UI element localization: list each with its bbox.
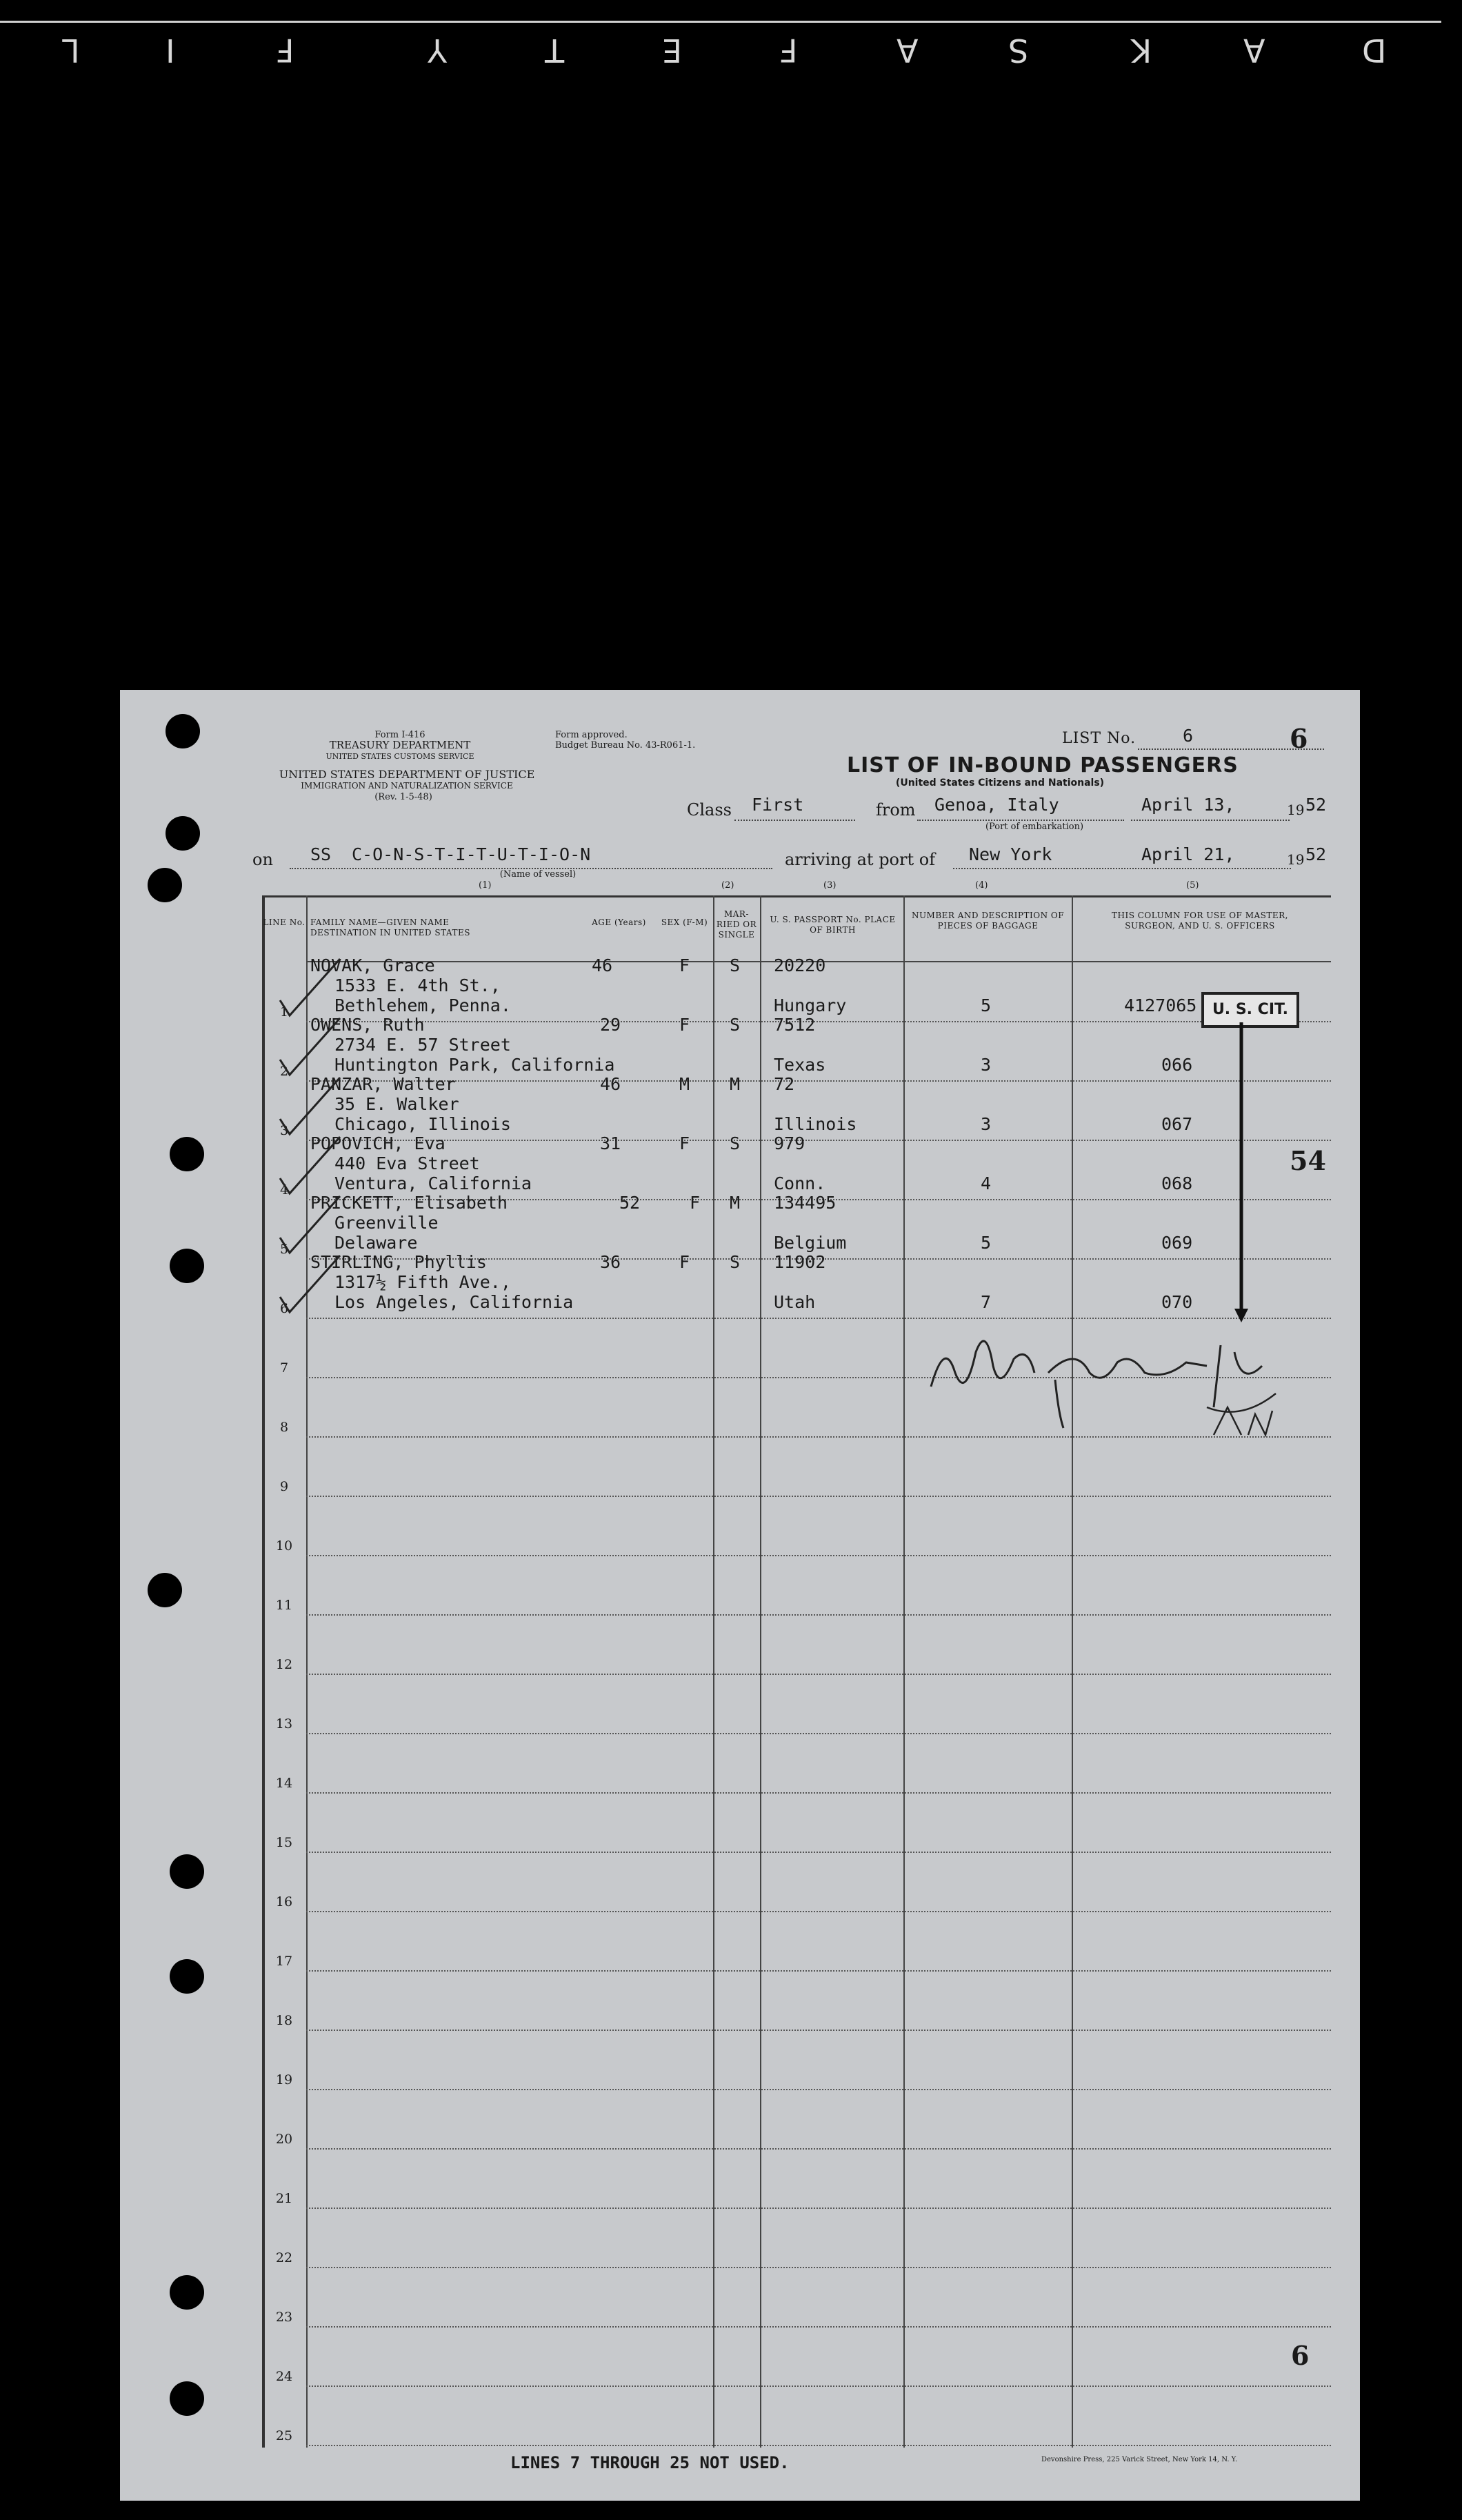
col-header-officers: THIS COLUMN FOR USE OF MASTER, SURGEON, AND U. S. OFFICERS	[1112, 911, 1288, 931]
punch-hole	[166, 816, 200, 851]
depart-date-line	[1131, 820, 1290, 821]
passport-number: 979	[774, 1133, 805, 1153]
arrival-line	[953, 868, 1291, 869]
arrival-port: New York	[969, 844, 1052, 864]
passenger-status: M	[730, 1074, 741, 1094]
officer-entry: 067	[1161, 1114, 1193, 1134]
line-number: 3	[279, 1123, 289, 1138]
film-header	[0, 8, 1462, 77]
punch-hole	[170, 1249, 204, 1283]
passenger-age: 46	[600, 1074, 621, 1094]
punch-hole	[148, 868, 182, 902]
col-number: (1)	[479, 880, 492, 891]
film-rule	[0, 21, 1441, 23]
check-mark-icon	[274, 1071, 343, 1140]
list-no-label: LIST No.	[1062, 730, 1136, 747]
class-value: First	[752, 795, 804, 815]
line-number: 24	[275, 2369, 293, 2384]
officer-entry: 066	[1161, 1055, 1193, 1075]
film-letter: T	[545, 32, 565, 69]
col-number: (2)	[721, 880, 734, 891]
passenger-address: Greenville	[334, 1213, 439, 1233]
punch-hole	[170, 1959, 204, 1994]
col-header-married: MAR-RIED OR SINGLE	[716, 909, 757, 940]
passenger-name: STIRLING, Phyllis	[310, 1252, 487, 1272]
passport-number: 134495	[774, 1193, 837, 1213]
from-label: from	[876, 800, 916, 820]
passenger-city: Los Angeles, California	[334, 1292, 574, 1312]
passenger-address: 35 E. Walker	[334, 1094, 459, 1114]
list-no-right: 6	[1290, 723, 1308, 754]
line-number: 12	[275, 1657, 293, 1672]
arriving-label: arriving at port of	[785, 850, 936, 869]
depart-year-prefix: 19	[1287, 802, 1305, 818]
passenger-age: 46	[592, 955, 613, 975]
from-line	[917, 820, 1124, 821]
line-number: 25	[275, 2428, 293, 2443]
passport-number: 7512	[774, 1015, 816, 1035]
line-number: 14	[275, 1776, 293, 1791]
line-number: 2	[279, 1064, 289, 1079]
passport-number: 11902	[774, 1252, 826, 1272]
bracket-arrow-icon	[1228, 1022, 1255, 1326]
punch-hole	[166, 714, 200, 748]
embark-caption: (Port of embarkation)	[985, 822, 1084, 832]
check-mark-icon	[274, 1249, 343, 1318]
passenger-status: S	[730, 1133, 741, 1153]
passenger-name: OWENS, Ruth	[310, 1015, 425, 1035]
passenger-age: 52	[619, 1193, 641, 1213]
citizen-stamp: U. S. CIT.	[1201, 992, 1299, 1028]
line-number: 23	[275, 2310, 293, 2325]
punch-hole	[148, 1573, 182, 1607]
dept-justice: UNITED STATES DEPARTMENT OF JUSTICE	[279, 768, 535, 781]
budget-bureau: Budget Bureau No. 43-R061-1.	[555, 740, 696, 751]
passenger-name: POPOVICH, Eva	[310, 1133, 445, 1153]
class-line	[734, 820, 855, 821]
dept-treasury: TREASURY DEPARTMENT	[329, 739, 471, 751]
footer-note: LINES 7 THROUGH 25 NOT USED.	[510, 2453, 790, 2472]
passenger-status: M	[730, 1193, 741, 1213]
passenger-address: 440 Eva Street	[334, 1153, 480, 1173]
line-number: 8	[279, 1420, 289, 1435]
line-number: 5	[279, 1242, 289, 1257]
passenger-sex: F	[679, 1133, 690, 1153]
class-label: Class	[687, 800, 732, 820]
list-no-value: 6	[1183, 726, 1194, 746]
check-mark-icon	[274, 952, 343, 1021]
baggage-count: 4	[981, 1173, 992, 1193]
form-subtitle: (United States Citizens and Nationals)	[895, 777, 1105, 788]
passenger-sex: F	[690, 1193, 701, 1213]
passenger-status: S	[730, 1015, 741, 1035]
dept-justice-sub: IMMIGRATION AND NATURALIZATION SERVICE	[301, 781, 513, 791]
film-letter: D	[1362, 32, 1387, 69]
birthplace: Conn.	[774, 1173, 826, 1193]
col-header-passport: U. S. PASSPORT No. PLACE OF BIRTH	[770, 915, 896, 935]
vessel-name: C-O-N-S-T-I-T-U-T-I-O-N	[352, 844, 591, 864]
check-mark-icon	[274, 1011, 343, 1080]
passport-number: 20220	[774, 955, 826, 975]
baggage-count: 3	[981, 1055, 992, 1075]
film-letter: K	[1131, 32, 1152, 69]
baggage-count: 3	[981, 1114, 992, 1134]
line-number: 21	[275, 2191, 293, 2206]
passenger-sex: F	[679, 955, 690, 975]
passenger-name: PRICKETT, Elisabeth	[310, 1193, 508, 1213]
birthplace: Texas	[774, 1055, 826, 1075]
line-number: 7	[279, 1360, 289, 1376]
line-number: 1	[279, 1004, 289, 1020]
dept-treasury-sub: UNITED STATES CUSTOMS SERVICE	[326, 752, 474, 761]
film-letter: F	[276, 32, 294, 69]
passenger-sex: M	[679, 1074, 690, 1094]
printer-imprint: Devonshire Press, 225 Varick Street, New York 14, N. Y.	[1041, 2456, 1238, 2463]
line-number: 9	[279, 1479, 289, 1494]
form-approval: Form approved.	[555, 730, 628, 740]
birthplace: Utah	[774, 1292, 816, 1312]
line-number: 10	[275, 1538, 293, 1554]
film-letter: F	[779, 32, 798, 69]
col-header-sex: SEX (F-M)	[661, 917, 708, 927]
line-number: 20	[275, 2132, 293, 2147]
birthplace: Belgium	[774, 1233, 847, 1253]
line-number: 13	[275, 1716, 293, 1732]
vessel-caption: (Name of vessel)	[499, 869, 577, 880]
col-divider	[760, 895, 761, 2448]
arrival-date: April 21,	[1141, 844, 1235, 864]
margin-number: 54	[1290, 1145, 1326, 1176]
film-letter: S	[1008, 32, 1029, 69]
passenger-city: Delaware	[334, 1233, 418, 1253]
passport-number: 72	[774, 1074, 795, 1094]
line-number: 18	[275, 2013, 293, 2028]
passenger-address: 1317½ Fifth Ave.,	[334, 1272, 511, 1292]
officer-entry: 068	[1161, 1173, 1193, 1193]
film-letter: L	[62, 32, 80, 69]
col-divider	[713, 895, 714, 2448]
birthplace: Illinois	[774, 1114, 857, 1134]
baggage-count: 5	[981, 995, 992, 1015]
passenger-city: Huntington Park, California	[334, 1055, 615, 1075]
arrival-year-prefix: 19	[1287, 851, 1305, 868]
depart-date: April 13,	[1141, 795, 1235, 815]
passenger-address: 1533 E. 4th St.,	[334, 975, 501, 995]
check-mark-icon	[274, 1189, 343, 1258]
passenger-status: S	[730, 1252, 741, 1272]
col-divider	[1072, 895, 1073, 2448]
passenger-sex: F	[679, 1252, 690, 1272]
officer-entry: 070	[1161, 1292, 1193, 1312]
officer-entry: 4127065	[1124, 995, 1197, 1015]
col-number: (3)	[823, 880, 837, 891]
line-number: 22	[275, 2250, 293, 2265]
punch-hole	[170, 1854, 204, 1889]
line-number: 4	[279, 1182, 289, 1198]
col-header-line-no: LINE No.	[263, 917, 306, 927]
line-number: 15	[275, 1835, 293, 1850]
film-letter: A	[1243, 32, 1265, 69]
line-number: 19	[275, 2072, 293, 2087]
on-label: on	[252, 850, 273, 869]
col-header-age: AGE (Years)	[592, 917, 646, 927]
col-header-name: FAMILY NAME—GIVEN NAME DESTINATION IN UNITED STATES	[310, 917, 470, 937]
officer-entry: 069	[1161, 1233, 1193, 1253]
form-title: LIST OF IN-BOUND PASSENGERS	[847, 753, 1239, 777]
punch-hole	[170, 1137, 204, 1171]
vessel-prefix: SS	[310, 844, 332, 864]
line-number: 17	[275, 1954, 293, 1969]
birthplace: Hungary	[774, 995, 847, 1015]
from-value: Genoa, Italy	[934, 795, 1059, 815]
passenger-age: 31	[600, 1133, 621, 1153]
passenger-status: S	[730, 955, 741, 975]
line-number: 11	[275, 1598, 293, 1613]
punch-hole	[170, 2275, 204, 2310]
film-letter: I	[166, 32, 175, 69]
check-mark-icon	[274, 1130, 343, 1199]
passenger-city: Ventura, California	[334, 1173, 532, 1193]
col-header-baggage: NUMBER AND DESCRIPTION OF PIECES OF BAGGAGE	[911, 911, 1065, 931]
passenger-name: PANZAR, Walter	[310, 1074, 456, 1094]
baggage-count: 5	[981, 1233, 992, 1253]
passenger-age: 29	[600, 1015, 621, 1035]
col-number: (4)	[975, 880, 988, 891]
passenger-address: 2734 E. 57 Street	[334, 1035, 511, 1055]
arrival-year: 52	[1305, 844, 1327, 864]
bottom-page-number: 6	[1291, 2340, 1310, 2371]
passenger-age: 36	[600, 1252, 621, 1272]
film-letter: A	[897, 32, 919, 69]
film-letter: Y	[428, 32, 448, 69]
col-divider	[903, 895, 905, 2448]
col-number: (5)	[1186, 880, 1199, 891]
inspector-signature-icon	[917, 1325, 1303, 1449]
form-number: Form I-416	[374, 730, 425, 740]
film-letter: E	[662, 32, 683, 69]
depart-year: 52	[1305, 795, 1327, 815]
passenger-city: Chicago, Illinois	[334, 1114, 511, 1134]
punch-hole	[170, 2381, 204, 2416]
passenger-sex: F	[679, 1015, 690, 1035]
passenger-city: Bethlehem, Penna.	[334, 995, 511, 1015]
line-number: 6	[279, 1301, 289, 1316]
baggage-count: 7	[981, 1292, 992, 1312]
form-revision: (Rev. 1-5-48)	[374, 792, 432, 802]
passenger-name: NOVAK, Grace	[310, 955, 435, 975]
line-number: 16	[275, 1894, 293, 1909]
